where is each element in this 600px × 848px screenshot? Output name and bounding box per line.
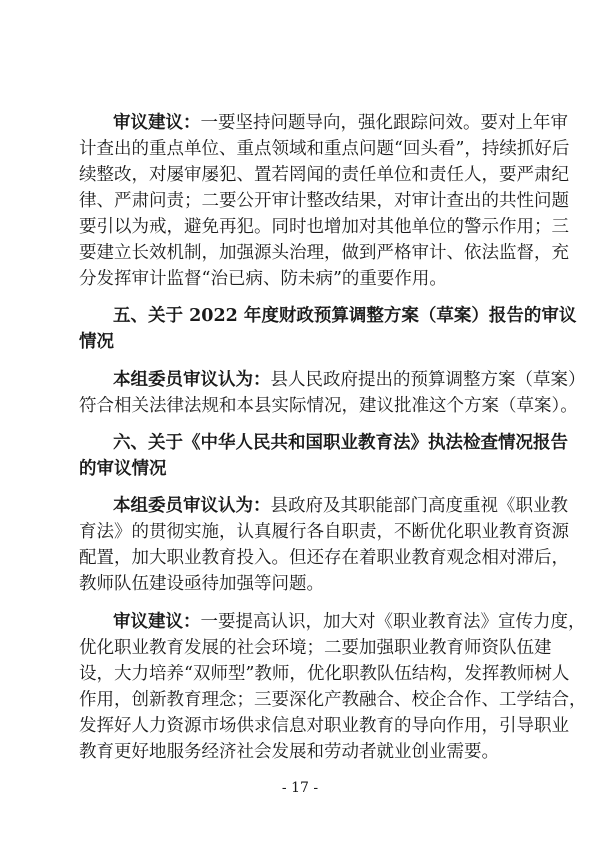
paragraph-6-line-6: 教育更好地服务经济社会发展和劳动者就业创业需要。 — [79, 742, 499, 762]
paragraph-5-line-1: 本组委员审议认为：县政府及其职能部门高度重视《职业教 — [113, 496, 568, 516]
paragraph-1-line-4: 律、严肃问责；二要公开审计整改结果，对审计查出的共性问题 — [79, 191, 569, 211]
paragraph-3-line-1: 本组委员审议认为：县人民政府提出的预算调整方案（草案） — [113, 370, 586, 390]
paragraph-3-line-2: 符合相关法律法规和本县实际情况，建议批准这个方案（草案）。 — [79, 396, 578, 416]
section-heading-5-line-2: 情况 — [79, 332, 114, 352]
paragraph-6-line-2: 优化职业教育发展的社会环境；二要加强职业教育师资队伍建 — [79, 638, 552, 658]
paragraph-lead: 本组委员审议认为： — [113, 496, 271, 516]
paragraph-6-line-5: 发挥好人力资源市场供求信息对职业教育的导向作用，引导职业 — [79, 716, 569, 736]
section-heading-6-line-1: 六、关于《中华人民共和国职业教育法》执法检查情况报告 — [113, 433, 568, 453]
paragraph-5-line-4: 教师队伍建设亟待加强等问题。 — [79, 574, 324, 594]
paragraph-6-line-3: 设，大力培养“双师型”教师，优化职教队伍结构，发挥教师树人 — [79, 664, 570, 684]
paragraph-1-line-1: 审议建议：一要坚持问题导向，强化跟踪问效。要对上年审 — [113, 113, 568, 133]
paragraph-5-line-2: 育法》的贯彻实施，认真履行各自职责，不断优化职业教育资源 — [79, 522, 569, 542]
section-heading-5-line-1: 五、关于 2022 年度财政预算调整方案（草案）报告的审议 — [113, 306, 577, 326]
paragraph-lead: 本组委员审议认为： — [113, 370, 271, 390]
page-number: - 17 - — [281, 780, 319, 796]
paragraph-1-line-5: 要引以为戒，避免再犯。同时也增加对其他单位的警示作用；三 — [79, 217, 569, 237]
section-heading-6-line-2: 的审议情况 — [79, 459, 167, 479]
paragraph-lead: 审议建议： — [113, 612, 201, 632]
paragraph-1-line-6: 要建立长效机制，加强源头治理，做到严格审计、依法监督，充 — [79, 243, 569, 263]
paragraph-6-line-1: 审议建议：一要提高认识，加大对《职业教育法》宣传力度， — [113, 612, 586, 632]
paragraph-1-line-2: 计查出的重点单位、重点领域和重点问题“回头看”，持续抓好后 — [79, 139, 570, 159]
paragraph-1-line-3: 续整改，对屡审屡犯、置若罔闻的责任单位和责任人，要严肃纪 — [79, 165, 569, 185]
paragraph-1-line-7: 分发挥审计监督“治已病、防未病”的重要作用。 — [79, 269, 447, 289]
paragraph-6-line-4: 作用，创新教育理念；三要深化产教融合、校企合作、工学结合， — [79, 690, 587, 710]
paragraph-5-line-3: 配置，加大职业教育投入。但还存在着职业教育观念相对滞后， — [79, 548, 569, 568]
paragraph-lead: 审议建议： — [113, 113, 201, 133]
